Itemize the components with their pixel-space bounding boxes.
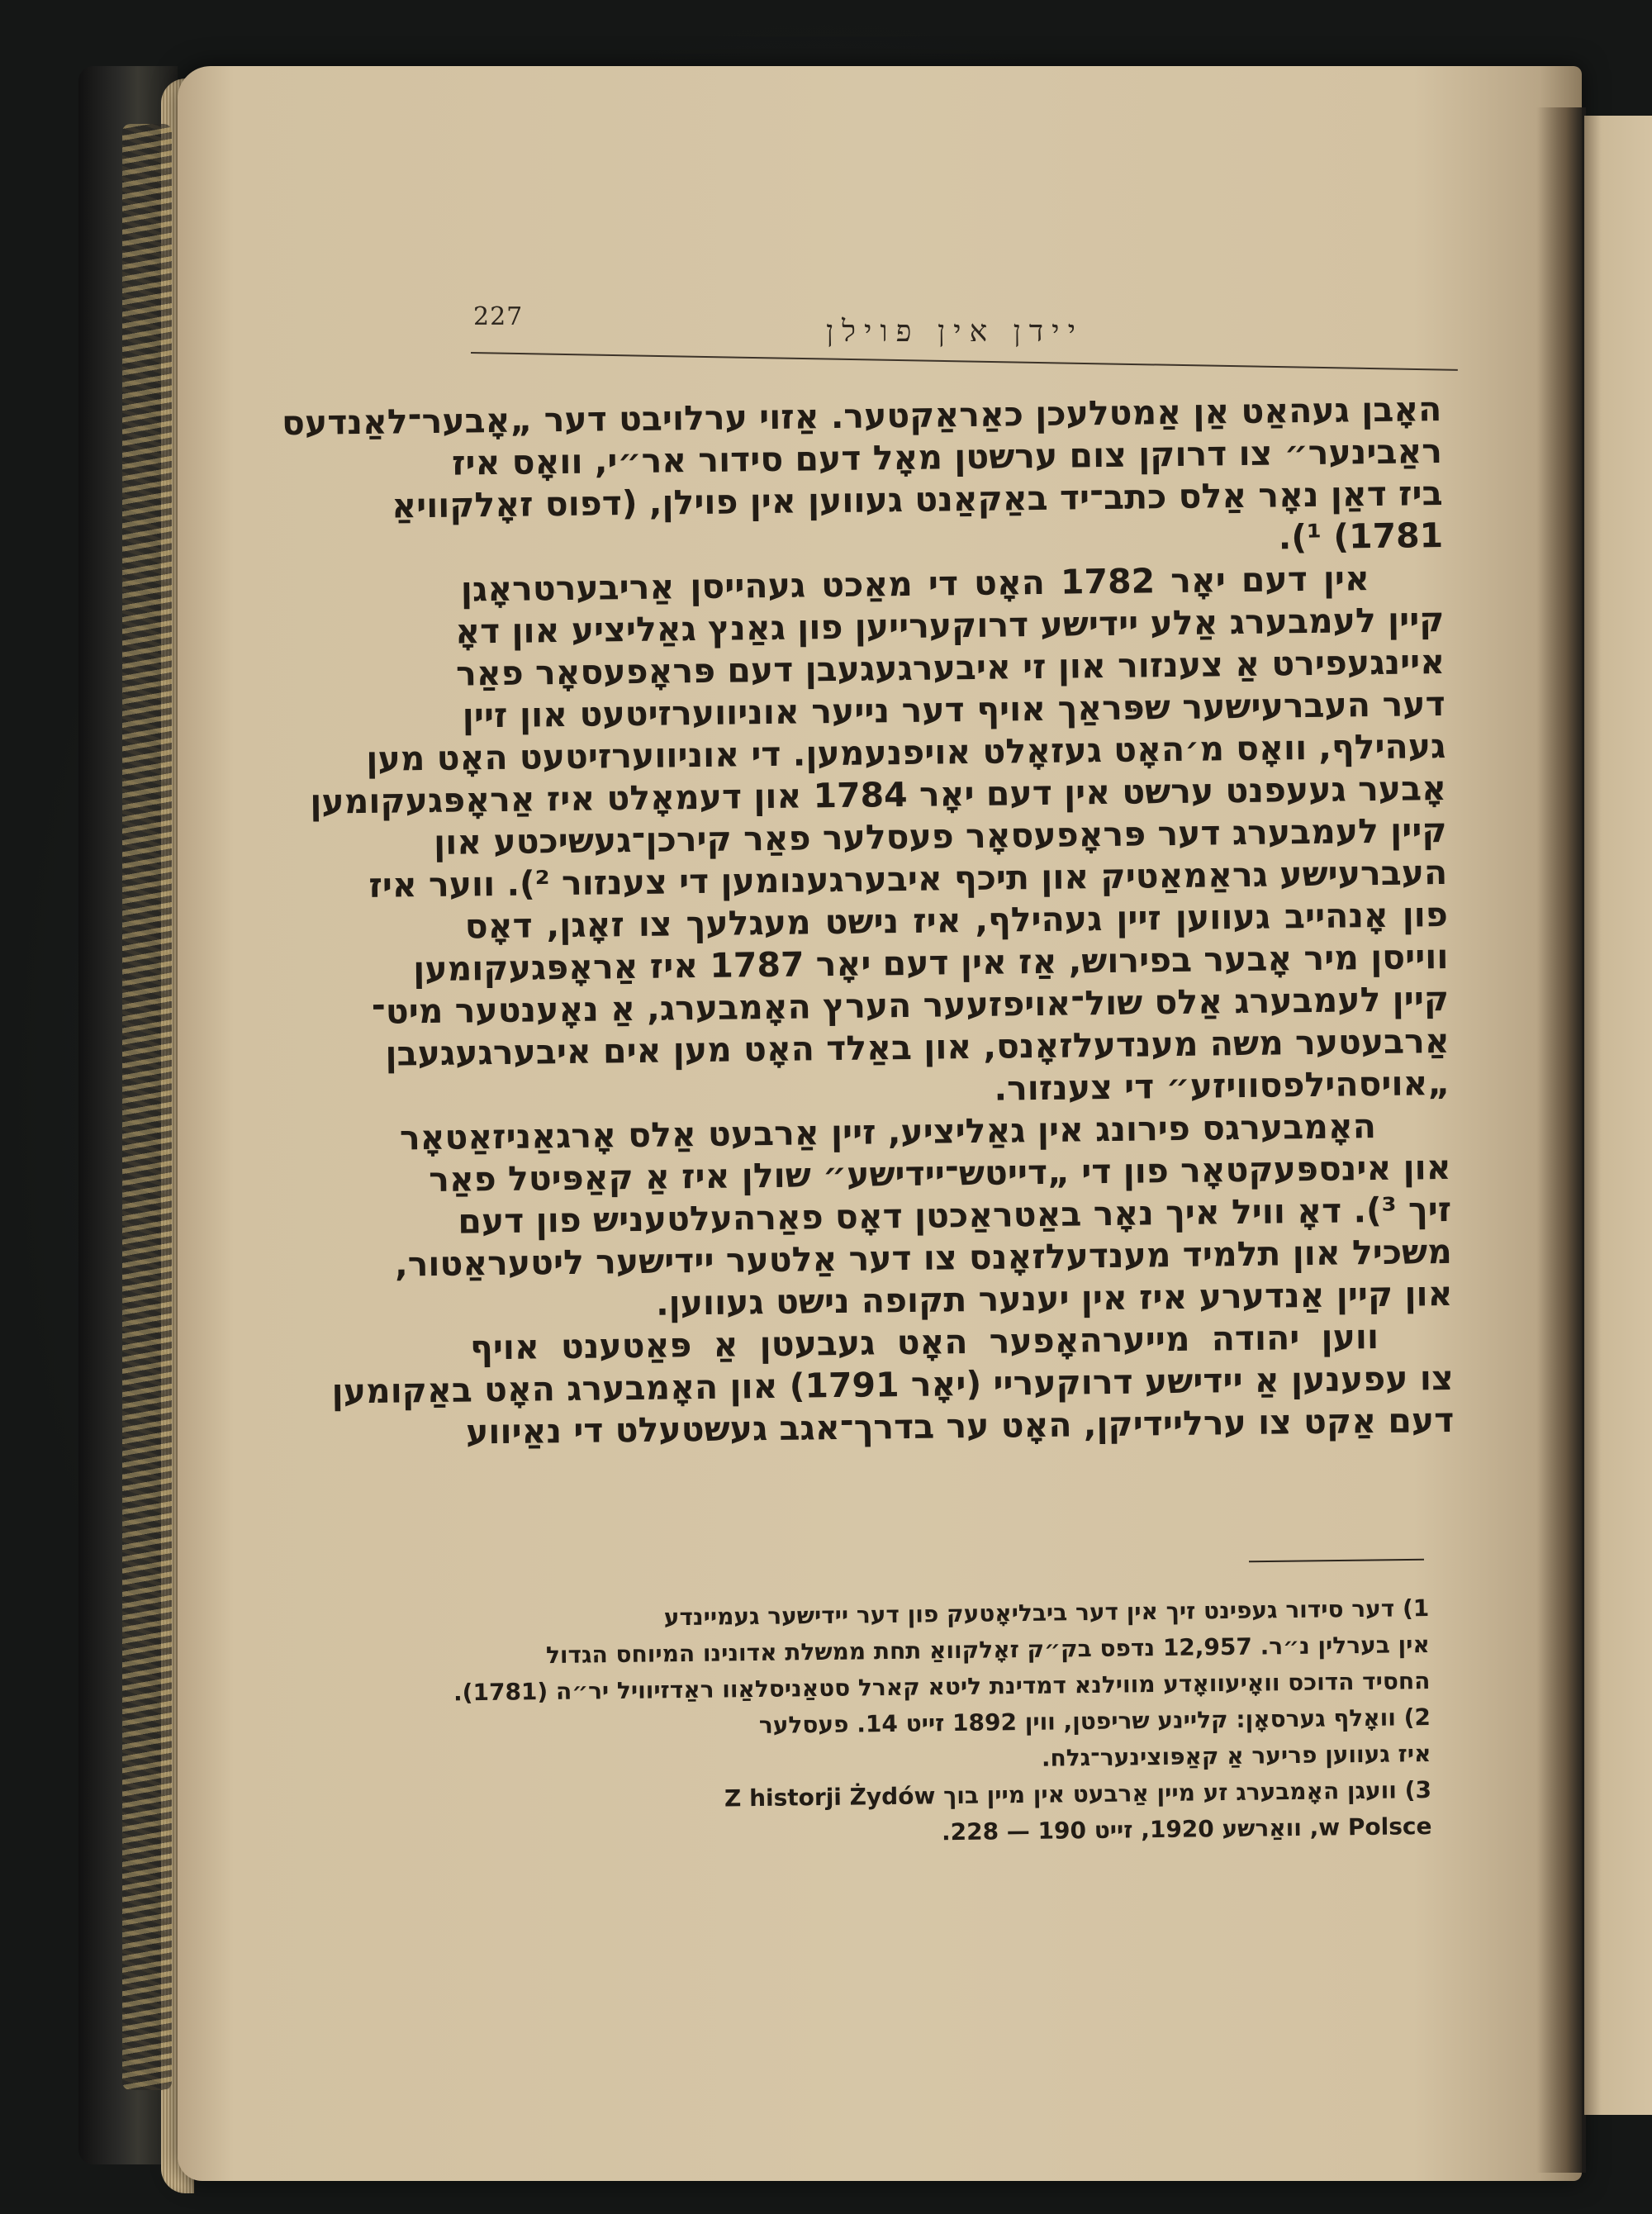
text-line: אָבער געעפנט ערשט אין דעם יאָר 1784 און דעמאָלט איז אַראָפּגעקומען	[310, 767, 1447, 822]
page-gutter	[1536, 107, 1586, 2173]
footnote-line: 3) וועגן האָמבערג זע מיין אַרבעט אין מיין בוך Z historji Żydów	[724, 1775, 1432, 1813]
text-line: „אויסהילפסוויזע״ די צענזור.	[994, 1062, 1450, 1109]
footnote-line: החסיד הדוכס וואָיעוואָדע מווילנא דמדינת ליטא קארל סטאַניסלאַוו ראַדזיוויל יר״ה (1781).	[453, 1666, 1431, 1707]
footnote-line: אין בערלין נ״ר. 12,957 נדפס בק״ק זאָלקוואַ תחת ממשלת אדונינו המיוחס הגדול	[545, 1630, 1431, 1670]
text-line: קיין לעמבערג אַלע יידישע דרוקערייען פון גאַנץ גאַליציע און דאָ	[454, 599, 1445, 652]
text-line: האָמבערגס פירונג אין גאַליציע, זיין אַרבעט אַלס אָרגאַניזאַטאָר	[399, 1106, 1377, 1158]
text-line: און אינספּעקטאָר פון די „דייטש־יידישע״ שולן איז אַ קאַפּיטל פאַר	[428, 1147, 1451, 1200]
footnote-line: w Polsce, וואַרשע 1920, זייט 190 — 228.	[941, 1812, 1432, 1846]
footnotes	[450, 1590, 1432, 1856]
text-line: קיין לעמבערג אַלס שול־אויפזעער הערץ האָמבערג, אַ נאָענטער מיט־	[371, 978, 1450, 1032]
text-line: 1781) ¹).	[1278, 515, 1444, 558]
text-line: זיך ³). דאָ וויל איך נאָר באַטראַכטן דאָס פאַרהעלטעניש פון דעם	[458, 1189, 1452, 1242]
body-text	[281, 388, 1455, 1453]
text-line: געהילף, וואָס מ׳האָט געזאָלט אויפנעמען. די אוניווערזיטעט האָט מען	[366, 725, 1446, 779]
footnote-line: 1) דער סידור געפינט זיך אין דער ביבליאָטעק פון דער יידישער געמיינדע	[663, 1594, 1430, 1632]
text-line: צו עפענען אַ יידישע דרוקעריי (יאָר 1791) און האָמבערג האָט באַקומען	[331, 1357, 1454, 1412]
text-line: ווען יהודה מייערהאָפער האָט געבעטן אַ פּאַטענט אויף	[469, 1317, 1379, 1368]
text-line: ווייסן מיר אָבער בפירוש, אַז אין דעם יאָר 1787 איז אַראָפּגעקומען	[412, 936, 1449, 990]
text-line: איינגעפירט אַ צענזור און זי איבערגעגעבן דעם פּראָפעסאָר פאַר	[455, 641, 1446, 694]
text-line: ראַבינער״ צו דרוקן צום ערשטן מאָל דעם סידור אר״י, וואָס איז	[451, 430, 1443, 483]
running-head: יידן אין פוילן	[826, 315, 1085, 349]
text-line: ביז דאַן נאָר אַלס כתב־יד באַקאַנט געווען אין פוילן, (דפוס זאָלקוויאַ	[391, 473, 1443, 526]
binding-pattern	[122, 124, 172, 2090]
text-line: קיין לעמבערג דער פּראָפעסאָר פעסלער פאַר קירכן־געשיכטע און	[433, 810, 1447, 862]
text-line: פון אָנהייב געווען זיין געהילף, איז נישט מעגלעך צו זאָגן, דאָס	[464, 894, 1449, 947]
text-line: דער העברעישער שפּראַך אויף דער נייער אוניווערזיטעט און זיין	[462, 683, 1446, 736]
page-number: 227	[473, 302, 524, 331]
text-line: דעם אַקט צו ערליידיקן, האָט ער בדרך־אגב געשטעלט די נאַיווע	[465, 1399, 1455, 1452]
footnote-line: איז געווען פריער אַ קאַפּוצינער־גלח.	[1041, 1739, 1431, 1772]
text-line: משכיל און תלמיד מענדעלזאָנס צו דער אַלטער יידישער ליטעראַטור,	[394, 1231, 1453, 1285]
text-line: האָבן געהאַט אַן אַמטלעכן כאַראַקטער. אַזוי ערלויבט דער „אָבער־לאַנדעס	[281, 388, 1442, 444]
facing-page-edge	[1584, 116, 1652, 2115]
text-line: און קיין אַנדערע איז אין יענער תקופה נישט געווען.	[655, 1273, 1453, 1323]
text-line: אין דעם יאָר 1782 האָט די מאַכט געהייסן אַריבערטראָגן	[460, 558, 1370, 610]
text-line: אַרבעטער משה מענדעלזאָנס, און באַלד האָט מען אים איבערגעגעבן	[385, 1020, 1450, 1074]
text-line: העברעישע גראַמאַטיק און תיכף איבערגענומען די צענזור ²). ווער איז	[368, 852, 1448, 905]
footnote-line: 2) וואָלף גערסאָן: קליינע שריפטן, ווין 1892 זייט 14. פעסלער	[758, 1703, 1431, 1739]
